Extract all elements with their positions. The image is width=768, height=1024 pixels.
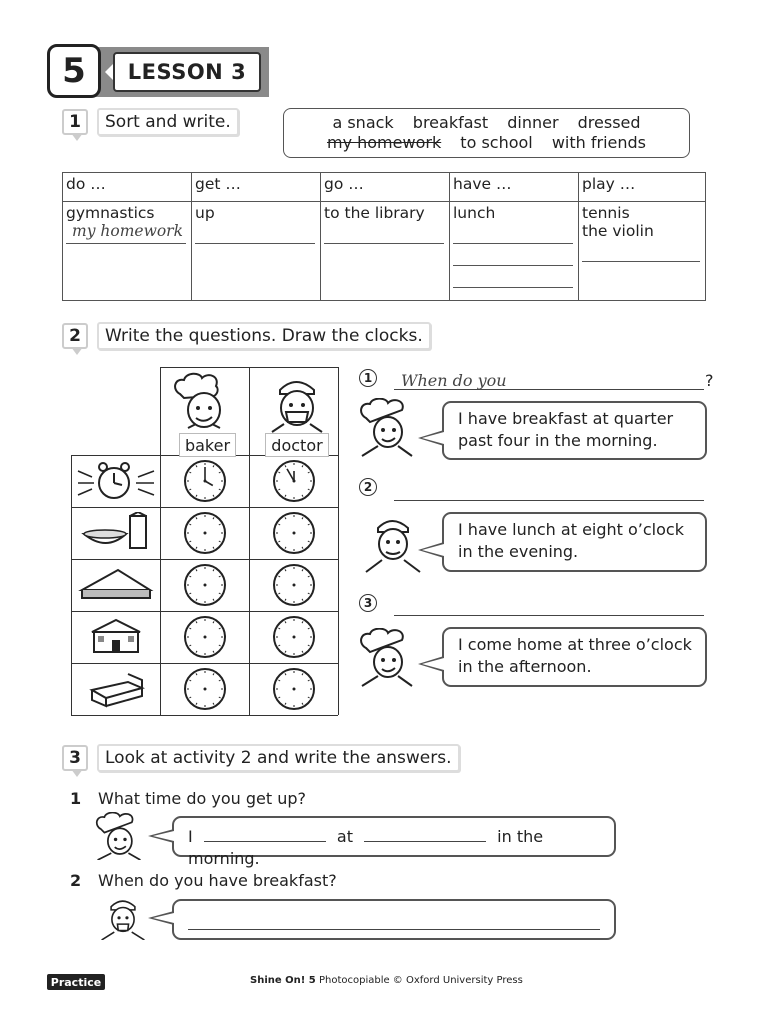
unit-number: 5 xyxy=(47,44,101,98)
column-header: have … xyxy=(450,173,579,202)
table-entry: the violin xyxy=(582,222,654,240)
question-1-text: When do you xyxy=(401,371,507,390)
baker-icon xyxy=(358,398,416,458)
question-text: What time do you get up? xyxy=(98,789,307,808)
column-header: get … xyxy=(192,173,321,202)
word-bank-item: to school xyxy=(460,133,533,152)
question-2-line[interactable] xyxy=(394,500,704,501)
bubble-tail xyxy=(422,432,444,444)
column-header: play … xyxy=(579,173,706,202)
exercise-1-title: Sort and write. xyxy=(97,108,239,136)
copyright: Photocopiable © Oxford University Press xyxy=(318,975,523,986)
footer-credit xyxy=(250,975,523,986)
clock-face[interactable] xyxy=(274,513,314,553)
answer-bubble-1 xyxy=(172,816,616,868)
clock-face[interactable] xyxy=(185,461,225,501)
baker-icon xyxy=(94,812,144,860)
bubble-text: in the evening. xyxy=(458,542,579,561)
book-title: Shine On! 5 xyxy=(250,975,316,986)
item-2-number: 2 xyxy=(359,478,377,496)
exercise-2-number: 2 xyxy=(62,323,88,349)
bubble-text: I come home at three o’clock xyxy=(458,635,692,654)
clock-face[interactable] xyxy=(185,617,225,657)
question-number: 2 xyxy=(70,871,82,890)
doctor-icon xyxy=(362,512,424,574)
word-bank-item: with friends xyxy=(551,133,647,152)
exercise-3-number: 3 xyxy=(62,745,88,771)
clock-face[interactable] xyxy=(185,565,225,605)
table-entry: lunch xyxy=(453,204,496,222)
clock-face[interactable] xyxy=(274,669,314,709)
exercise-2-title: Write the questions. Draw the clocks. xyxy=(97,322,431,350)
table-entry: gymnastics xyxy=(66,204,155,222)
question-text: When do you have breakfast? xyxy=(98,871,337,890)
word-bank-item: breakfast xyxy=(412,113,489,132)
answer-blank[interactable] xyxy=(188,929,600,930)
bubble-tail xyxy=(153,831,174,841)
answer-text: at xyxy=(336,827,353,846)
bubble-tail xyxy=(153,913,174,923)
clock-face[interactable] xyxy=(185,513,225,553)
bubble-tail xyxy=(422,544,444,556)
speech-bubble-2 xyxy=(442,512,707,572)
word-bank-item: dinner xyxy=(507,113,559,132)
question-3-line[interactable] xyxy=(394,615,704,616)
bubble-text: I have breakfast at quarter xyxy=(458,409,674,428)
exercise-1-number: 1 xyxy=(62,109,88,135)
doctor-icon xyxy=(98,894,148,940)
clock-face[interactable] xyxy=(274,565,314,605)
answer-text: in the morning. xyxy=(188,827,544,868)
exercise-3-title: Look at activity 2 and write the answers. xyxy=(97,744,460,772)
word-bank-item-used: my homework xyxy=(326,133,442,152)
answer-bubble-2 xyxy=(172,899,616,940)
clock-face[interactable] xyxy=(274,617,314,657)
bubble-text: past four in the morning. xyxy=(458,431,658,450)
bubble-text: in the afternoon. xyxy=(458,657,592,676)
baker-icon xyxy=(358,628,416,688)
speech-bubble-3 xyxy=(442,627,707,687)
table-entry: up xyxy=(195,204,215,222)
bubble-tail xyxy=(422,658,444,670)
answer-blank[interactable] xyxy=(364,841,486,842)
answer-text: I xyxy=(188,827,193,846)
baker-label: baker xyxy=(179,433,236,457)
item-1-number: 1 xyxy=(359,369,377,387)
column-header: go … xyxy=(321,173,450,202)
practice-badge: Practice xyxy=(47,974,105,990)
word-bank-item: dressed xyxy=(577,113,641,132)
table-entry: tennis xyxy=(582,204,630,222)
column-header: do … xyxy=(63,173,192,202)
question-number: 1 xyxy=(70,789,82,808)
doctor-label: doctor xyxy=(265,433,329,457)
answer-blank[interactable] xyxy=(204,841,326,842)
question-1-end: ? xyxy=(705,371,714,390)
table-entry: to the library xyxy=(324,204,425,222)
item-3-number: 3 xyxy=(359,594,377,612)
speech-bubble-1 xyxy=(442,401,707,460)
word-bank-item: a snack xyxy=(332,113,394,132)
bubble-text: I have lunch at eight o’clock xyxy=(458,520,684,539)
lesson-title: LESSON 3 xyxy=(113,52,261,92)
clock-face[interactable] xyxy=(185,669,225,709)
clock-face[interactable] xyxy=(274,461,314,501)
handwritten-entry[interactable]: my homework xyxy=(66,222,186,244)
